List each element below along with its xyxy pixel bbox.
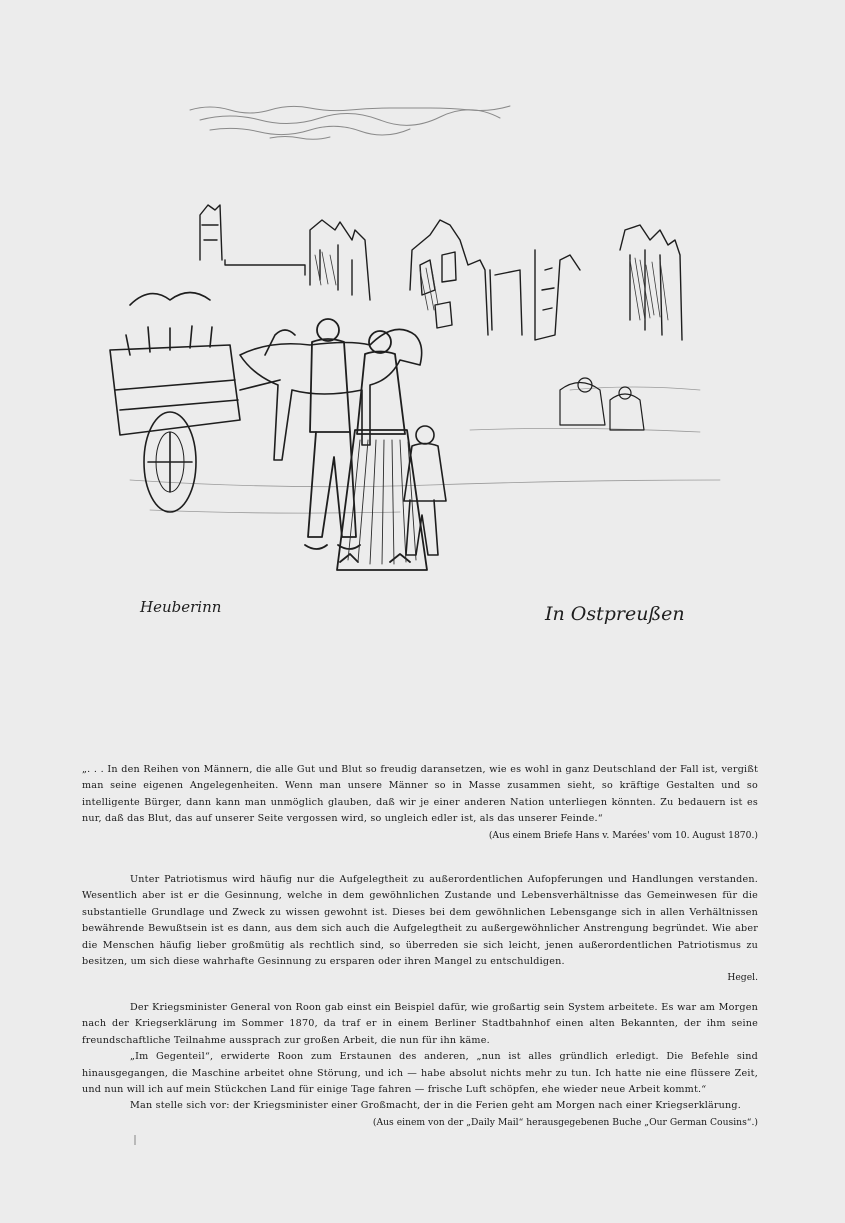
horse-cart: [110, 293, 280, 513]
quote-roon-paragraph-3: Man stelle sich vor: der Kriegsminister einer Großmacht, der in die Ferien geht am Morgen nach einer Kriegserklärung.: [130, 1100, 742, 1112]
print-mark: [134, 1135, 136, 1145]
handwritten-caption: In Ostpreußen: [545, 603, 685, 625]
street-scene-drawing: [90, 90, 730, 650]
quote-hegel-text: Unter Patriotismus wird häufig nur die Aufgelegtheit zu außerordentlichen Aufopferungen und Handlungen verstanden. Wesentlich aber ist er die Gesinnung, welche in dem gewöhnlichen Zustande und Lebensverhältnisse das Gemeinwesen für die substantielle Grundlage und Zweck zu wissen gewohnt ist. Dieses bei dem gewöhnlichen Lebensgange sich in allen Verhältnissen bewährende Bewußtsein ist es dann, aus dem sich auch die Aufgelegtheit zu außergewöhnlicher Anstrengung begründet. Wie aber die Menschen häufig lieber großmütig als rechtlich sind, so überreden sie sich leicht, jenen außerordentlichen Patriotismus zu besitzen, um sich diese wahrhafte Gesinnung zu ersparen oder ihren Mangel zu entschuldigen.: [82, 874, 758, 968]
quote-roon: [82, 1000, 758, 1131]
quote-hegel-author: Hegel.: [727, 972, 758, 984]
ground-lines: [130, 387, 720, 513]
quote-hegel: [82, 872, 758, 986]
sky-scribbles: [190, 106, 510, 139]
quote-marees-source: (Aus einem Briefe Hans v. Marées' vom 10. August 1870.): [488, 829, 758, 841]
man-figure: [305, 319, 360, 549]
child-figure: [404, 426, 446, 555]
distant-figures: [560, 378, 644, 430]
quote-roon-source: (Aus einem von der „Daily Mail“ herausgegebenen Buche „Our German Cousins“.): [372, 1116, 758, 1128]
artist-signature: Heuberinn: [140, 598, 222, 616]
quote-marees-text: „. . . In den Reihen von Männern, die alle Gut und Blut so freudig daransetzen, wie es wohl in ganz Deutschland der Fall ist, vergißt man seine eigenen Angelegenheiten. Wenn man unsere Männer so in Masse zusammen sieht, so kräftige Gestalten und so intelligente Bürger, dann kann man unmöglich glauben, daß wir je einer anderen Nation unterliegen könnten. Zu bedauern ist es nur, daß das Blut, das auf unserer Seite vergossen wird, so ungleich edler ist, als das unserer Feinde.“: [82, 764, 758, 825]
ruined-buildings: [200, 205, 682, 340]
quote-marees: [82, 762, 758, 844]
quote-roon-paragraph-2: „Im Gegenteil“, erwiderte Roon zum Erstaunen des anderen, „nun ist alles gründlich erledigt. Die Befehle sind hinausgegangen, die Maschine arbeitet ohne Störung, und ich — habe absolut nichts mehr zu tun. Ich hatte nie eine flüssere Zeit, und nun will ich auf mein Stückchen Land für einige Tage fahren — frische Luft schöpfen, ehe wieder neue Arbeit kommt.“: [82, 1051, 758, 1096]
quote-roon-paragraph-1: Der Kriegsminister General von Roon gab einst ein Beispiel dafür, wie großartig sein System arbeitete. Es war am Morgen nach der Kriegserklärung im Sommer 1870, da traf er in einem Berliner Stadtbahnhof einen alten Bekannten, der ihm seine freundschaftliche Teilnahme aussprach zur großen Arbeit, die nun für ihn käme.: [82, 1002, 758, 1046]
horse: [240, 329, 422, 460]
lithograph-illustration: [90, 90, 730, 650]
